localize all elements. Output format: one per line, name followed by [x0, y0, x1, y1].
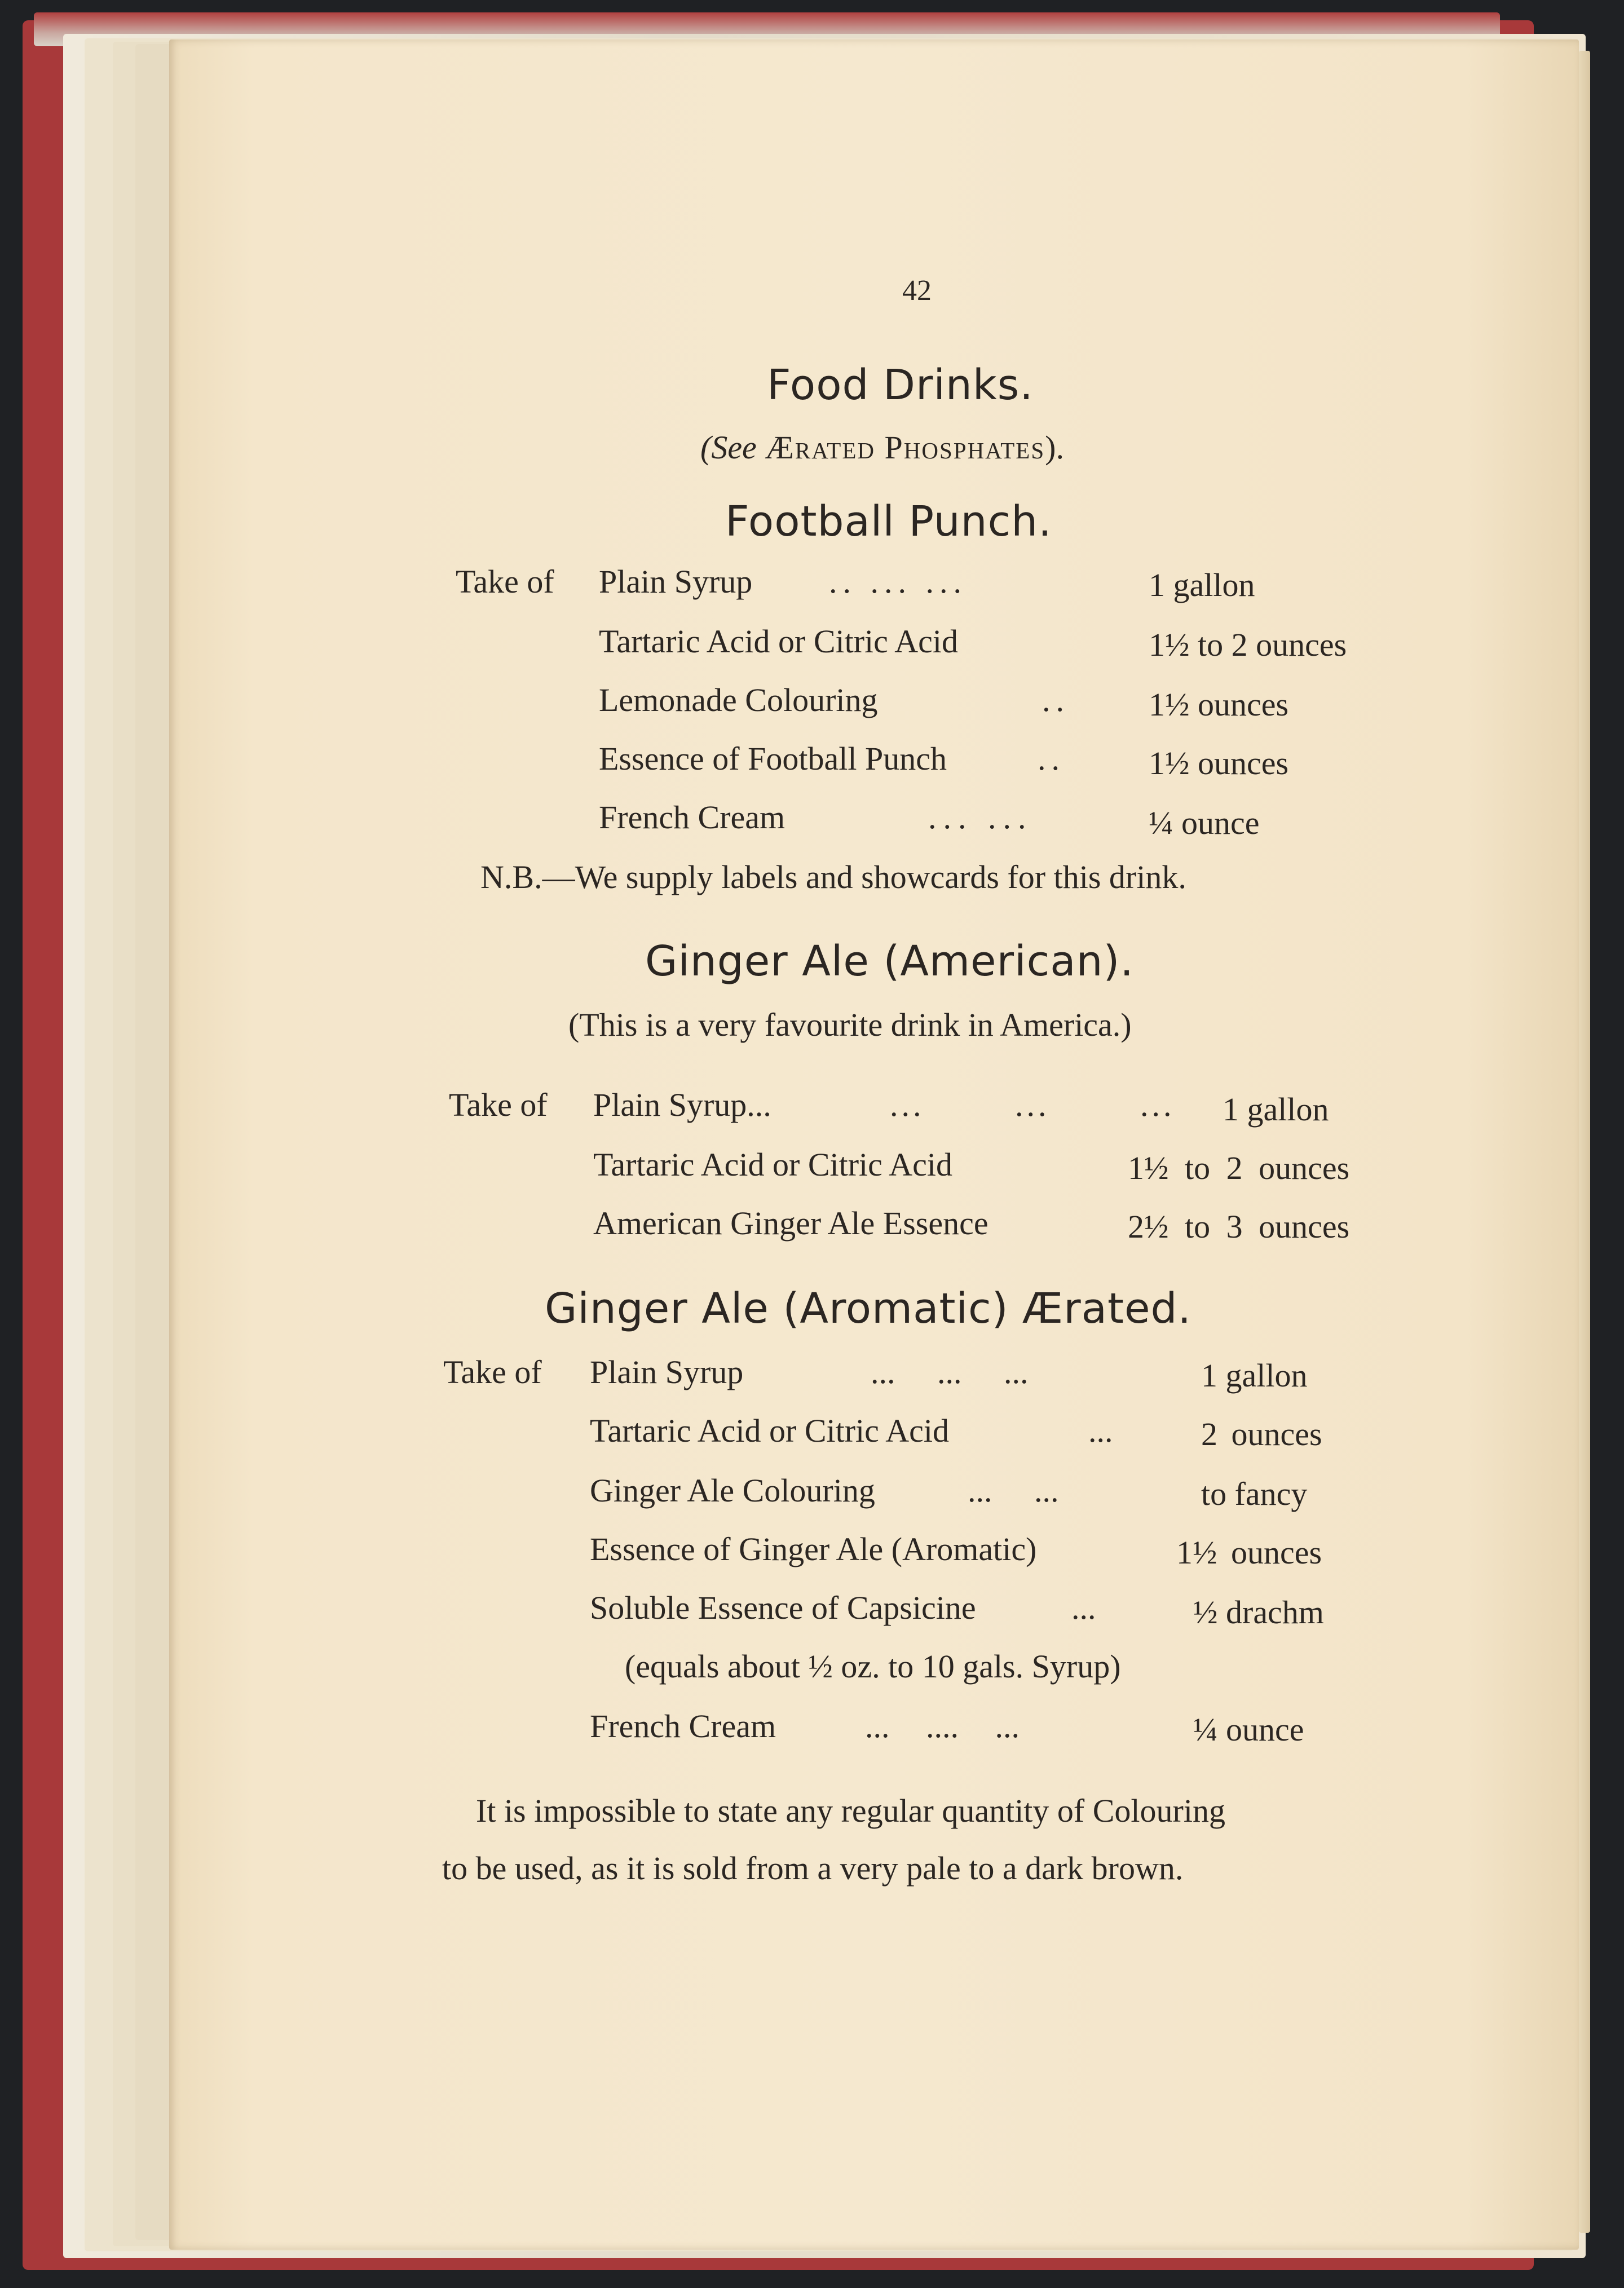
recipe-quantity: 1 gallon	[1201, 1357, 1308, 1394]
take-of-label: Take of	[443, 1354, 542, 1390]
recipe-item: French Cream	[599, 799, 785, 836]
recipe-item: Tartaric Acid or Citric Acid	[599, 623, 958, 660]
section-title-food-drinks: Food Drinks.	[767, 361, 1034, 409]
leader-dots: ...	[1088, 1412, 1113, 1449]
ginger-ale-american-subtitle: (This is a very favourite drink in America.)	[568, 1006, 1132, 1043]
recipe-item: Essence of Football Punch	[599, 740, 947, 777]
recipe-item: Ginger Ale Colouring	[590, 1472, 875, 1509]
recipe-item: Soluble Essence of Capsicine	[590, 1589, 976, 1626]
leader-dots: ... ...	[968, 1472, 1059, 1509]
take-of-label: Take of	[456, 563, 554, 600]
recipe-quantity: 1½ ounces	[1149, 686, 1289, 723]
recipe-item: Plain Syrup	[590, 1354, 744, 1390]
recipe-quantity: 2 ounces	[1201, 1416, 1322, 1452]
see-target: Ærated Phosphates	[765, 429, 1045, 466]
closing-paragraph-line: to be used, as it is sold from a very pale to a dark brown.	[442, 1850, 1184, 1887]
leader-dots: .. ... ...	[829, 563, 967, 600]
leader-dots: ... ... ...	[890, 1086, 1175, 1123]
recipe-item: Tartaric Acid or Citric Acid	[590, 1412, 949, 1449]
recipe-quantity: 1½ to 2 ounces	[1128, 1150, 1350, 1186]
see-prefix: (See	[700, 429, 757, 466]
leader-dots: ... .... ...	[865, 1708, 1020, 1744]
closing-paragraph-line: It is impossible to state any regular quantity of Colouring	[476, 1792, 1225, 1829]
recipe-item: Essence of Ginger Ale (Aromatic)	[590, 1531, 1037, 1567]
see-reference	[700, 429, 1064, 466]
take-of-label: Take of	[449, 1086, 548, 1123]
leader-dots: ... ...	[928, 799, 1033, 836]
recipe-quantity: 1½ ounces	[1149, 745, 1289, 781]
recipe-item: American Ginger Ale Essence	[593, 1205, 988, 1242]
recipe-quantity: to fancy	[1201, 1476, 1308, 1512]
section-title-ginger-ale-aromatic: Ginger Ale (Aromatic) Ærated.	[545, 1284, 1192, 1333]
recipe-item: Tartaric Acid or Citric Acid	[593, 1146, 952, 1183]
recipe-quantity: ¼ ounce	[1149, 805, 1260, 841]
leader-dots: ... ... ...	[871, 1354, 1029, 1390]
recipe-quantity: 1 gallon	[1223, 1091, 1329, 1128]
see-suffix: ).	[1045, 429, 1064, 466]
book-page	[169, 39, 1579, 2250]
section-title-ginger-ale-american: Ginger Ale (American).	[645, 937, 1134, 986]
recipe-quantity: 1½ to 2 ounces	[1149, 626, 1347, 663]
leader-dots: ..	[1038, 740, 1065, 777]
recipe-item: French Cream	[590, 1708, 776, 1744]
recipe-item: Plain Syrup...	[593, 1086, 771, 1123]
recipe-item: Lemonade Colouring	[599, 682, 878, 718]
leader-dots: ..	[1042, 682, 1070, 718]
leader-dots: ...	[1071, 1589, 1096, 1626]
section-title-football-punch: Football Punch.	[725, 497, 1052, 546]
recipe-item: Plain Syrup	[599, 563, 753, 600]
recipe-quantity: 1 gallon	[1149, 567, 1255, 603]
page-edge	[1579, 51, 1590, 2233]
recipe-quantity: 1½ ounces	[1176, 1534, 1322, 1571]
recipe-quantity: ¼ ounce	[1193, 1711, 1304, 1748]
recipe-quantity: 2½ to 3 ounces	[1128, 1208, 1350, 1245]
note-labels: N.B.—We supply labels and showcards for this drink.	[480, 859, 1186, 895]
page-number: 42	[902, 275, 932, 307]
equals-note: (equals about ½ oz. to 10 gals. Syrup)	[625, 1648, 1121, 1685]
recipe-quantity: ½ drachm	[1193, 1594, 1324, 1631]
